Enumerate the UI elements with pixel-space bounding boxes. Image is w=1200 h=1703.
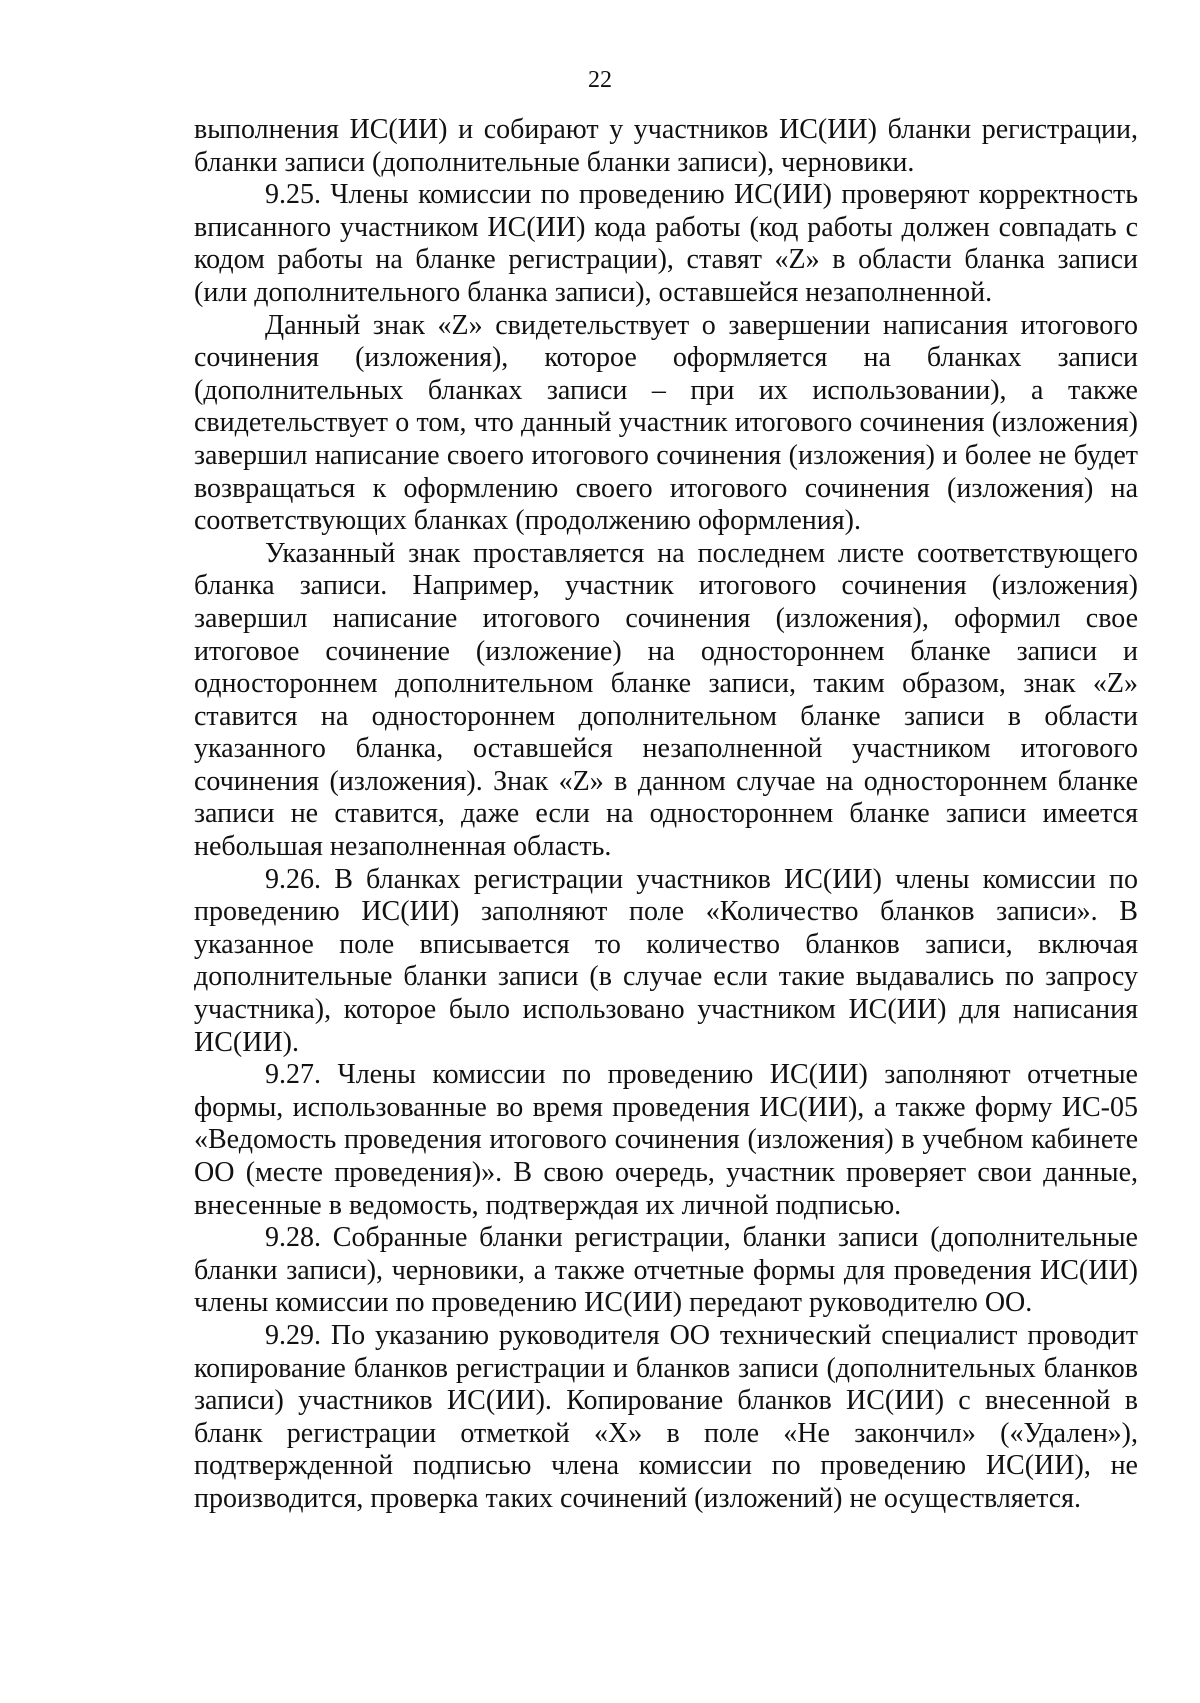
paragraph-z-sign-placement: Указанный знак проставляется на последнем листе соответствующего бланка записи. Например, участник итогового сочинения (изложения) завершил написание итогового сочинения (изложения), оформил свое итоговое сочинение (изложение) на одностороннем бланке записи и одностороннем дополнительном бланке записи, таким образом, знак «Z» ставится на одностороннем дополнительном бланке записи в области указанного бланка, оставшейся незаполненной участником итогового сочинения (изложения). Знак «Z» в данном случае на одностороннем бланке записи не ставится, даже если на одностороннем бланке записи имеется небольшая незаполненная область. — [194, 537, 1138, 863]
paragraph-9-28: 9.28. Собранные бланки регистрации, бланки записи (дополнительные бланки записи), черновики, а также отчетные формы для проведения ИС(ИИ) члены комиссии по проведению ИС(ИИ) передают руководителю ОО. — [194, 1222, 1138, 1319]
page-number: 22 — [588, 67, 612, 93]
paragraph-9-27: 9.27. Члены комиссии по проведению ИС(ИИ) заполняют отчетные формы, использованные во время проведения ИС(ИИ), а также форму ИС-05 «Ведомость проведения итогового сочинения (изложения) в учебном кабинете ОО (месте проведения)». В свою очередь, участник проверяет свои данные, внесенные в ведомость, подтверждая их личной подписью. — [194, 1059, 1138, 1221]
paragraph-9-26: 9.26. В бланках регистрации участников ИС(ИИ) члены комиссии по проведению ИС(ИИ) заполняют поле «Количество бланков записи». В указанное поле вписывается то количество бланков записи, включая дополнительные бланки записи (в случае если такие выдавались по запросу участника), которое было использовано участником ИС(ИИ) для написания ИС(ИИ). — [194, 863, 1138, 1058]
paragraph-9-25: 9.25. Члены комиссии по проведению ИС(ИИ) проверяют корректность вписанного участником ИС(ИИ) кода работы (код работы должен совпадать с кодом работы на бланке регистрации), ставят «Z» в области бланка записи (или дополнительного бланка записи), оставшейся незаполненной. — [194, 179, 1138, 308]
document-body — [194, 114, 1138, 1516]
paragraph-continuation: выполнения ИС(ИИ) и собирают у участников ИС(ИИ) бланки регистрации, бланки записи (дополнительные бланки записи), черновики. — [194, 114, 1138, 178]
paragraph-9-29: 9.29. По указанию руководителя ОО технический специалист проводит копирование бланков регистрации и бланков записи (дополнительных бланков записи) участников ИС(ИИ). Копирование бланков ИС(ИИ) с внесенной в бланк регистрации отметкой «X» в поле «Не закончил» («Удален»), подтвержденной подписью члена комиссии по проведению ИС(ИИ), не производится, проверка таких сочинений (изложений) не осуществляется. — [194, 1319, 1138, 1514]
paragraph-z-sign-meaning: Данный знак «Z» свидетельствует о завершении написания итогового сочинения (изложения), которое оформляется на бланках записи (дополнительных бланках записи – при их использовании), а также свидетельствует о том, что данный участник итогового сочинения (изложения) завершил написание своего итогового сочинения (изложения) и более не будет возвращаться к оформлению своего итогового сочинения (изложения) на соответствующих бланках (продолжению оформления). — [194, 309, 1138, 537]
